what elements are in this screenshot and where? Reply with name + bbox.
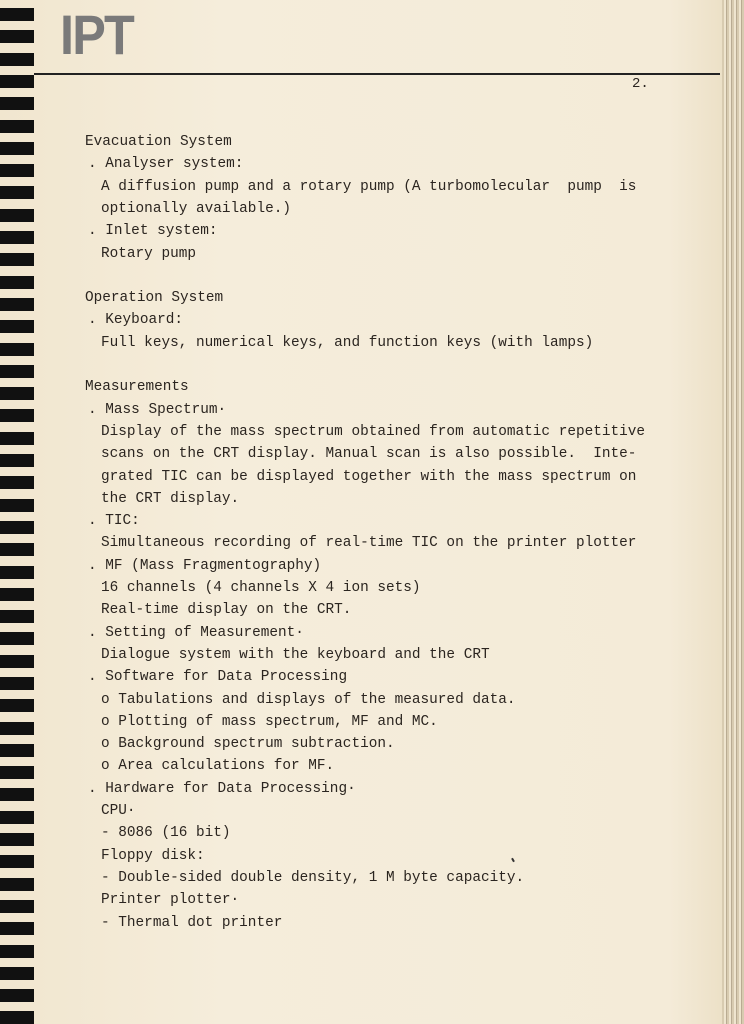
binding-tab bbox=[0, 499, 34, 512]
binding-tab bbox=[0, 320, 34, 333]
binding-tab bbox=[0, 387, 34, 400]
list-item-text: o Plotting of mass spectrum, MF and MC. bbox=[101, 713, 438, 730]
list-item-text: o Tabulations and displays of the measured data. bbox=[101, 691, 516, 708]
binding-tab bbox=[0, 432, 34, 445]
binding-tab bbox=[0, 231, 34, 244]
binding-tab bbox=[0, 164, 34, 177]
binding-tab bbox=[0, 699, 34, 712]
binding-tab bbox=[0, 632, 34, 645]
section-heading: Operation System bbox=[85, 290, 224, 307]
binding-tab bbox=[0, 142, 34, 155]
binding-tab bbox=[0, 610, 34, 623]
list-item-text: o Area calculations for MF. bbox=[101, 758, 335, 775]
page-stack-edge bbox=[722, 0, 744, 1024]
list-item-text: grated TIC can be displayed together with the mass spectrum on bbox=[101, 468, 637, 485]
list-item-text: - 8086 (16 bit) bbox=[101, 825, 231, 842]
list-item-heading: . Setting of Measurement· bbox=[88, 624, 304, 641]
binding-tab bbox=[0, 365, 34, 378]
binding-tab bbox=[0, 922, 34, 935]
list-item-text: Display of the mass spectrum obtained from automatic repetitive bbox=[101, 423, 646, 440]
list-item-text: Dialogue system with the keyboard and the CRT bbox=[101, 646, 490, 663]
list-item-heading: . Hardware for Data Processing· bbox=[88, 780, 356, 797]
list-item-text: Simultaneous recording of real-time TIC on the printer plotter bbox=[101, 535, 637, 552]
binding-tab bbox=[0, 186, 34, 199]
list-item-text: CPU· bbox=[101, 803, 136, 819]
binding-tab bbox=[0, 543, 34, 556]
binding-tab bbox=[0, 588, 34, 601]
list-item-text: scans on the CRT display. Manual scan is also possible. Inte- bbox=[101, 446, 637, 463]
list-item-heading: . Analyser system: bbox=[88, 156, 244, 173]
list-item-heading: . MF (Mass Fragmentography) bbox=[88, 557, 322, 574]
stray-mark bbox=[511, 858, 515, 862]
list-item-text: Full keys, numerical keys, and function keys (with lamps) bbox=[101, 334, 594, 351]
header-rule bbox=[34, 73, 720, 75]
binding-tab bbox=[0, 75, 34, 88]
binding-tab bbox=[0, 833, 34, 846]
binding-tab bbox=[0, 276, 34, 289]
list-item-heading: . Inlet system: bbox=[88, 223, 218, 240]
list-item-heading: . Keyboard: bbox=[88, 312, 183, 329]
list-item-heading: . Software for Data Processing bbox=[88, 669, 348, 686]
list-item-text: A diffusion pump and a rotary pump (A turbomolecular pump is bbox=[101, 178, 637, 195]
page-number: 2. bbox=[632, 76, 649, 92]
binding-tab bbox=[0, 120, 34, 133]
binding-tab bbox=[0, 1011, 34, 1024]
binding-tab bbox=[0, 811, 34, 824]
binding-tab bbox=[0, 722, 34, 735]
binding-tab bbox=[0, 97, 34, 110]
binding-tab bbox=[0, 30, 34, 43]
binding-tab bbox=[0, 655, 34, 668]
section-heading: Measurements bbox=[85, 379, 189, 396]
list-item-heading: . TIC: bbox=[88, 513, 140, 530]
binding-tab bbox=[0, 989, 34, 1002]
binding-tab bbox=[0, 677, 34, 690]
binding-tab bbox=[0, 298, 34, 311]
list-item-text: 16 channels (4 channels X 4 ion sets) bbox=[101, 580, 421, 596]
binding-tab bbox=[0, 766, 34, 779]
binding-tab bbox=[0, 900, 34, 913]
binding-tab bbox=[0, 253, 34, 266]
binding-tab bbox=[0, 855, 34, 868]
list-item-text: Printer plotter· bbox=[101, 892, 240, 909]
list-item-text: Real-time display on the CRT. bbox=[101, 602, 352, 619]
binding-tab bbox=[0, 967, 34, 980]
list-item-text: optionally available.) bbox=[101, 200, 291, 217]
ipt-logo: IPT bbox=[60, 3, 134, 66]
binding-tab bbox=[0, 945, 34, 958]
binding-tab bbox=[0, 878, 34, 891]
list-item-text: - Thermal dot printer bbox=[101, 914, 283, 931]
section-heading: Evacuation System bbox=[85, 134, 232, 150]
list-item-heading: . Mass Spectrum· bbox=[88, 401, 227, 418]
list-item-text: - Double-sided double density, 1 M byte capacity. bbox=[101, 869, 525, 886]
list-item-text: the CRT display. bbox=[101, 490, 240, 507]
binding-tab bbox=[0, 8, 34, 21]
binding-tab bbox=[0, 53, 34, 66]
binding-tab bbox=[0, 521, 34, 534]
binding-tab bbox=[0, 744, 34, 757]
list-item-text: Rotary pump bbox=[101, 245, 196, 262]
binding-tab bbox=[0, 454, 34, 467]
binding-tab bbox=[0, 409, 34, 422]
binding-tab bbox=[0, 476, 34, 489]
binding-tab bbox=[0, 788, 34, 801]
binding-tab bbox=[0, 343, 34, 356]
binding-tab bbox=[0, 209, 34, 222]
list-item-text: Floppy disk: bbox=[101, 847, 205, 864]
list-item-text: o Background spectrum subtraction. bbox=[101, 736, 395, 753]
binding-tab bbox=[0, 566, 34, 579]
